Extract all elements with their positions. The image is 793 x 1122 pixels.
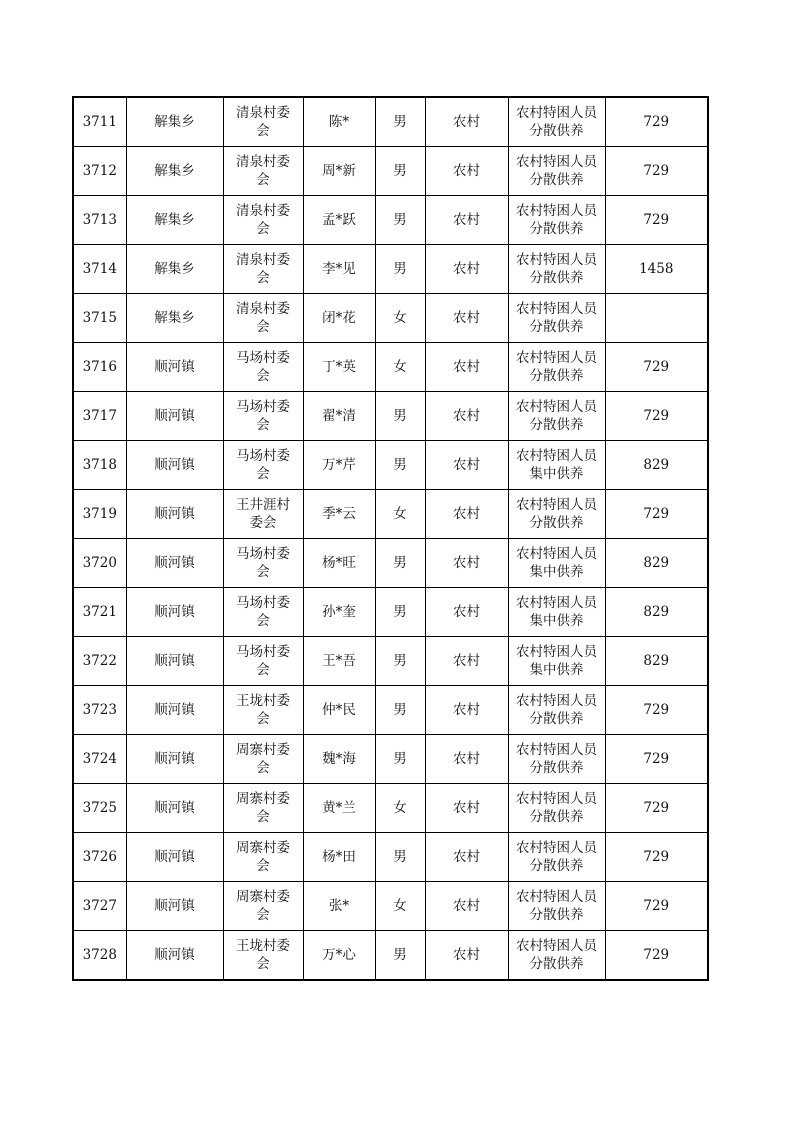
cell-person-name: 李*见 [303,245,375,294]
cell-amount: 729 [605,735,708,784]
cell-township: 顺河镇 [126,784,223,833]
cell-assistance-category-line: 农村特困人员 [516,203,597,219]
cell-assistance-category [508,147,605,196]
cell-amount: 729 [605,931,708,981]
cell-assistance-category-line: 农村特困人员 [516,497,597,513]
cell-assistance-category-line: 分散供养 [529,417,584,433]
cell-serial-number: 3721 [73,588,126,637]
cell-serial-number: 3719 [73,490,126,539]
cell-assistance-category [508,441,605,490]
cell-area-type: 农村 [425,833,508,882]
table-row [73,833,708,882]
cell-gender: 女 [375,882,425,931]
cell-assistance-category [508,539,605,588]
table-row [73,441,708,490]
cell-assistance-category-line: 农村特困人员 [516,693,597,709]
cell-amount: 829 [605,441,708,490]
cell-village-committee-line: 会 [256,662,270,678]
cell-village-committee-line: 清泉村委 [236,154,290,170]
cell-village-committee-line: 马场村委 [236,350,290,366]
cell-gender: 男 [375,588,425,637]
cell-village-committee [223,833,303,882]
cell-person-name: 闭*花 [303,294,375,343]
cell-gender: 男 [375,833,425,882]
cell-area-type: 农村 [425,343,508,392]
cell-serial-number: 3726 [73,833,126,882]
cell-person-name: 魏*海 [303,735,375,784]
cell-village-committee-line: 马场村委 [236,546,290,562]
cell-area-type: 农村 [425,539,508,588]
cell-village-committee-line: 周寨村委 [236,840,290,856]
cell-assistance-category [508,931,605,981]
cell-serial-number: 3724 [73,735,126,784]
cell-gender: 男 [375,392,425,441]
cell-assistance-category-line: 分散供养 [529,123,584,139]
cell-assistance-category [508,97,605,147]
cell-amount: 729 [605,196,708,245]
cell-township: 顺河镇 [126,637,223,686]
cell-assistance-category-line: 分散供养 [529,221,584,237]
cell-serial-number: 3714 [73,245,126,294]
cell-village-committee-line: 周寨村委 [236,742,290,758]
cell-assistance-category [508,686,605,735]
cell-township: 顺河镇 [126,441,223,490]
cell-township: 顺河镇 [126,490,223,539]
cell-assistance-category-line: 农村特困人员 [516,889,597,905]
cell-area-type: 农村 [425,441,508,490]
cell-village-committee-line: 会 [256,809,270,825]
cell-township: 顺河镇 [126,392,223,441]
cell-township: 解集乡 [126,196,223,245]
cell-amount: 829 [605,588,708,637]
table-row [73,686,708,735]
cell-area-type: 农村 [425,392,508,441]
cell-serial-number: 3715 [73,294,126,343]
table-row [73,637,708,686]
cell-person-name: 翟*清 [303,392,375,441]
cell-assistance-category-line: 分散供养 [529,956,584,972]
cell-serial-number: 3720 [73,539,126,588]
table-row [73,784,708,833]
table-row [73,931,708,981]
table-row [73,588,708,637]
cell-assistance-category-line: 农村特困人员 [516,301,597,317]
cell-assistance-category-line: 分散供养 [529,172,584,188]
cell-village-committee-line: 会 [256,123,270,139]
cell-serial-number: 3725 [73,784,126,833]
cell-assistance-category-line: 分散供养 [529,809,584,825]
cell-assistance-category [508,196,605,245]
cell-assistance-category [508,833,605,882]
cell-village-committee-line: 会 [256,907,270,923]
cell-village-committee-line: 会 [256,172,270,188]
cell-township: 顺河镇 [126,833,223,882]
cell-village-committee-line: 马场村委 [236,644,290,660]
cell-serial-number: 3717 [73,392,126,441]
cell-person-name: 陈* [303,97,375,147]
cell-village-committee-line: 王垅村委 [236,938,290,954]
cell-person-name: 杨*旺 [303,539,375,588]
cell-area-type: 农村 [425,196,508,245]
cell-village-committee [223,882,303,931]
cell-person-name: 杨*田 [303,833,375,882]
cell-village-committee [223,294,303,343]
cell-village-committee [223,637,303,686]
cell-assistance-category-line: 农村特困人员 [516,938,597,954]
cell-area-type: 农村 [425,784,508,833]
cell-amount: 729 [605,490,708,539]
cell-serial-number: 3712 [73,147,126,196]
cell-assistance-category-line: 农村特困人员 [516,350,597,366]
cell-township: 顺河镇 [126,735,223,784]
cell-gender: 男 [375,196,425,245]
cell-village-committee [223,196,303,245]
cell-village-committee-line: 会 [256,221,270,237]
cell-amount: 729 [605,147,708,196]
cell-gender: 男 [375,686,425,735]
cell-assistance-category-line: 农村特困人员 [516,791,597,807]
cell-township: 顺河镇 [126,539,223,588]
table-row [73,882,708,931]
table-row [73,539,708,588]
cell-serial-number: 3727 [73,882,126,931]
cell-area-type: 农村 [425,588,508,637]
cell-assistance-category-line: 分散供养 [529,907,584,923]
cell-village-committee-line: 清泉村委 [236,252,290,268]
cell-village-committee [223,931,303,981]
cell-amount: 729 [605,882,708,931]
cell-serial-number: 3711 [73,97,126,147]
table-row [73,343,708,392]
cell-area-type: 农村 [425,245,508,294]
cell-area-type: 农村 [425,735,508,784]
cell-person-name: 孟*跃 [303,196,375,245]
cell-village-committee [223,245,303,294]
cell-township: 顺河镇 [126,686,223,735]
cell-assistance-category [508,784,605,833]
cell-township: 解集乡 [126,245,223,294]
cell-village-committee [223,735,303,784]
cell-assistance-category-line: 农村特困人员 [516,644,597,660]
cell-amount: 729 [605,784,708,833]
cell-person-name: 万*芹 [303,441,375,490]
cell-area-type: 农村 [425,882,508,931]
cell-area-type: 农村 [425,931,508,981]
cell-assistance-category [508,343,605,392]
cell-area-type: 农村 [425,97,508,147]
cell-assistance-category-line: 农村特困人员 [516,840,597,856]
cell-serial-number: 3716 [73,343,126,392]
cell-area-type: 农村 [425,294,508,343]
cell-village-committee-line: 王垅村委 [236,693,290,709]
cell-area-type: 农村 [425,686,508,735]
cell-village-committee-line: 会 [256,956,270,972]
cell-gender: 男 [375,441,425,490]
cell-gender: 男 [375,735,425,784]
cell-village-committee-line: 会 [256,613,270,629]
cell-assistance-category [508,637,605,686]
cell-assistance-category-line: 集中供养 [529,564,584,580]
cell-village-committee [223,343,303,392]
cell-assistance-category-line: 分散供养 [529,368,584,384]
cell-gender: 男 [375,147,425,196]
cell-township: 解集乡 [126,97,223,147]
table-row [73,196,708,245]
cell-township: 解集乡 [126,147,223,196]
table-row [73,97,708,147]
cell-village-committee [223,97,303,147]
cell-village-committee-line: 委会 [249,515,277,531]
table-row [73,392,708,441]
cell-assistance-category-line: 农村特困人员 [516,448,597,464]
table-row [73,735,708,784]
cell-village-committee [223,686,303,735]
cell-gender: 男 [375,245,425,294]
cell-serial-number: 3728 [73,931,126,981]
cell-assistance-category-line: 集中供养 [529,613,584,629]
cell-person-name: 王*吾 [303,637,375,686]
table-row [73,294,708,343]
cell-village-committee [223,441,303,490]
cell-assistance-category [508,735,605,784]
table-row [73,490,708,539]
cell-assistance-category [508,392,605,441]
cell-amount: 729 [605,392,708,441]
cell-village-committee [223,784,303,833]
cell-person-name: 黄*兰 [303,784,375,833]
cell-village-committee-line: 会 [256,858,270,874]
cell-village-committee [223,147,303,196]
cell-assistance-category-line: 农村特困人员 [516,154,597,170]
cell-assistance-category [508,490,605,539]
cell-gender: 女 [375,490,425,539]
cell-assistance-category-line: 农村特困人员 [516,105,597,121]
table-row [73,245,708,294]
cell-gender: 女 [375,784,425,833]
cell-person-name: 仲*民 [303,686,375,735]
cell-assistance-category [508,294,605,343]
cell-amount: 729 [605,97,708,147]
cell-village-committee-line: 清泉村委 [236,203,290,219]
cell-person-name: 张* [303,882,375,931]
cell-amount: 1458 [605,245,708,294]
cell-township: 顺河镇 [126,343,223,392]
cell-amount: 829 [605,637,708,686]
cell-assistance-category-line: 集中供养 [529,662,584,678]
cell-township: 顺河镇 [126,588,223,637]
cell-village-committee-line: 会 [256,319,270,335]
cell-amount: 829 [605,539,708,588]
cell-area-type: 农村 [425,637,508,686]
cell-village-committee [223,392,303,441]
cell-person-name: 丁*英 [303,343,375,392]
cell-amount: 729 [605,686,708,735]
cell-village-committee [223,588,303,637]
cell-village-committee-line: 会 [256,417,270,433]
cell-assistance-category-line: 农村特困人员 [516,595,597,611]
cell-township: 顺河镇 [126,931,223,981]
cell-serial-number: 3713 [73,196,126,245]
cell-village-committee [223,539,303,588]
cell-village-committee-line: 会 [256,711,270,727]
cell-gender: 男 [375,97,425,147]
cell-township: 解集乡 [126,294,223,343]
cell-village-committee-line: 周寨村委 [236,791,290,807]
cell-assistance-category-line: 农村特困人员 [516,742,597,758]
cell-village-committee-line: 清泉村委 [236,105,290,121]
cell-village-committee-line: 会 [256,368,270,384]
cell-assistance-category [508,882,605,931]
cell-village-committee-line: 马场村委 [236,399,290,415]
cell-village-committee [223,490,303,539]
cell-assistance-category-line: 集中供养 [529,466,584,482]
cell-serial-number: 3722 [73,637,126,686]
cell-township: 顺河镇 [126,882,223,931]
cell-amount [605,294,708,343]
cell-gender: 女 [375,343,425,392]
cell-village-committee-line: 会 [256,466,270,482]
cell-person-name: 孙*奎 [303,588,375,637]
cell-gender: 男 [375,539,425,588]
cell-assistance-category-line: 农村特困人员 [516,252,597,268]
cell-village-committee-line: 王井涯村 [236,497,290,513]
table-row [73,147,708,196]
cell-village-committee-line: 马场村委 [236,595,290,611]
table-body [73,97,708,980]
cell-gender: 男 [375,931,425,981]
cell-assistance-category-line: 分散供养 [529,711,584,727]
cell-assistance-category-line: 分散供养 [529,858,584,874]
cell-assistance-category-line: 农村特困人员 [516,399,597,415]
cell-village-committee-line: 会 [256,564,270,580]
cell-area-type: 农村 [425,490,508,539]
cell-amount: 729 [605,833,708,882]
cell-village-committee-line: 清泉村委 [236,301,290,317]
cell-serial-number: 3723 [73,686,126,735]
cell-gender: 男 [375,637,425,686]
cell-assistance-category [508,588,605,637]
assistance-table [72,96,709,981]
cell-assistance-category-line: 分散供养 [529,319,584,335]
cell-village-committee-line: 会 [256,760,270,776]
cell-assistance-category-line: 分散供养 [529,760,584,776]
cell-amount: 729 [605,343,708,392]
cell-village-committee-line: 周寨村委 [236,889,290,905]
cell-assistance-category-line: 农村特困人员 [516,546,597,562]
cell-village-committee-line: 马场村委 [236,448,290,464]
cell-assistance-category [508,245,605,294]
cell-area-type: 农村 [425,147,508,196]
cell-gender: 女 [375,294,425,343]
cell-serial-number: 3718 [73,441,126,490]
cell-assistance-category-line: 分散供养 [529,515,584,531]
cell-person-name: 万*心 [303,931,375,981]
cell-village-committee-line: 会 [256,270,270,286]
cell-person-name: 周*新 [303,147,375,196]
cell-person-name: 季*云 [303,490,375,539]
cell-assistance-category-line: 分散供养 [529,270,584,286]
